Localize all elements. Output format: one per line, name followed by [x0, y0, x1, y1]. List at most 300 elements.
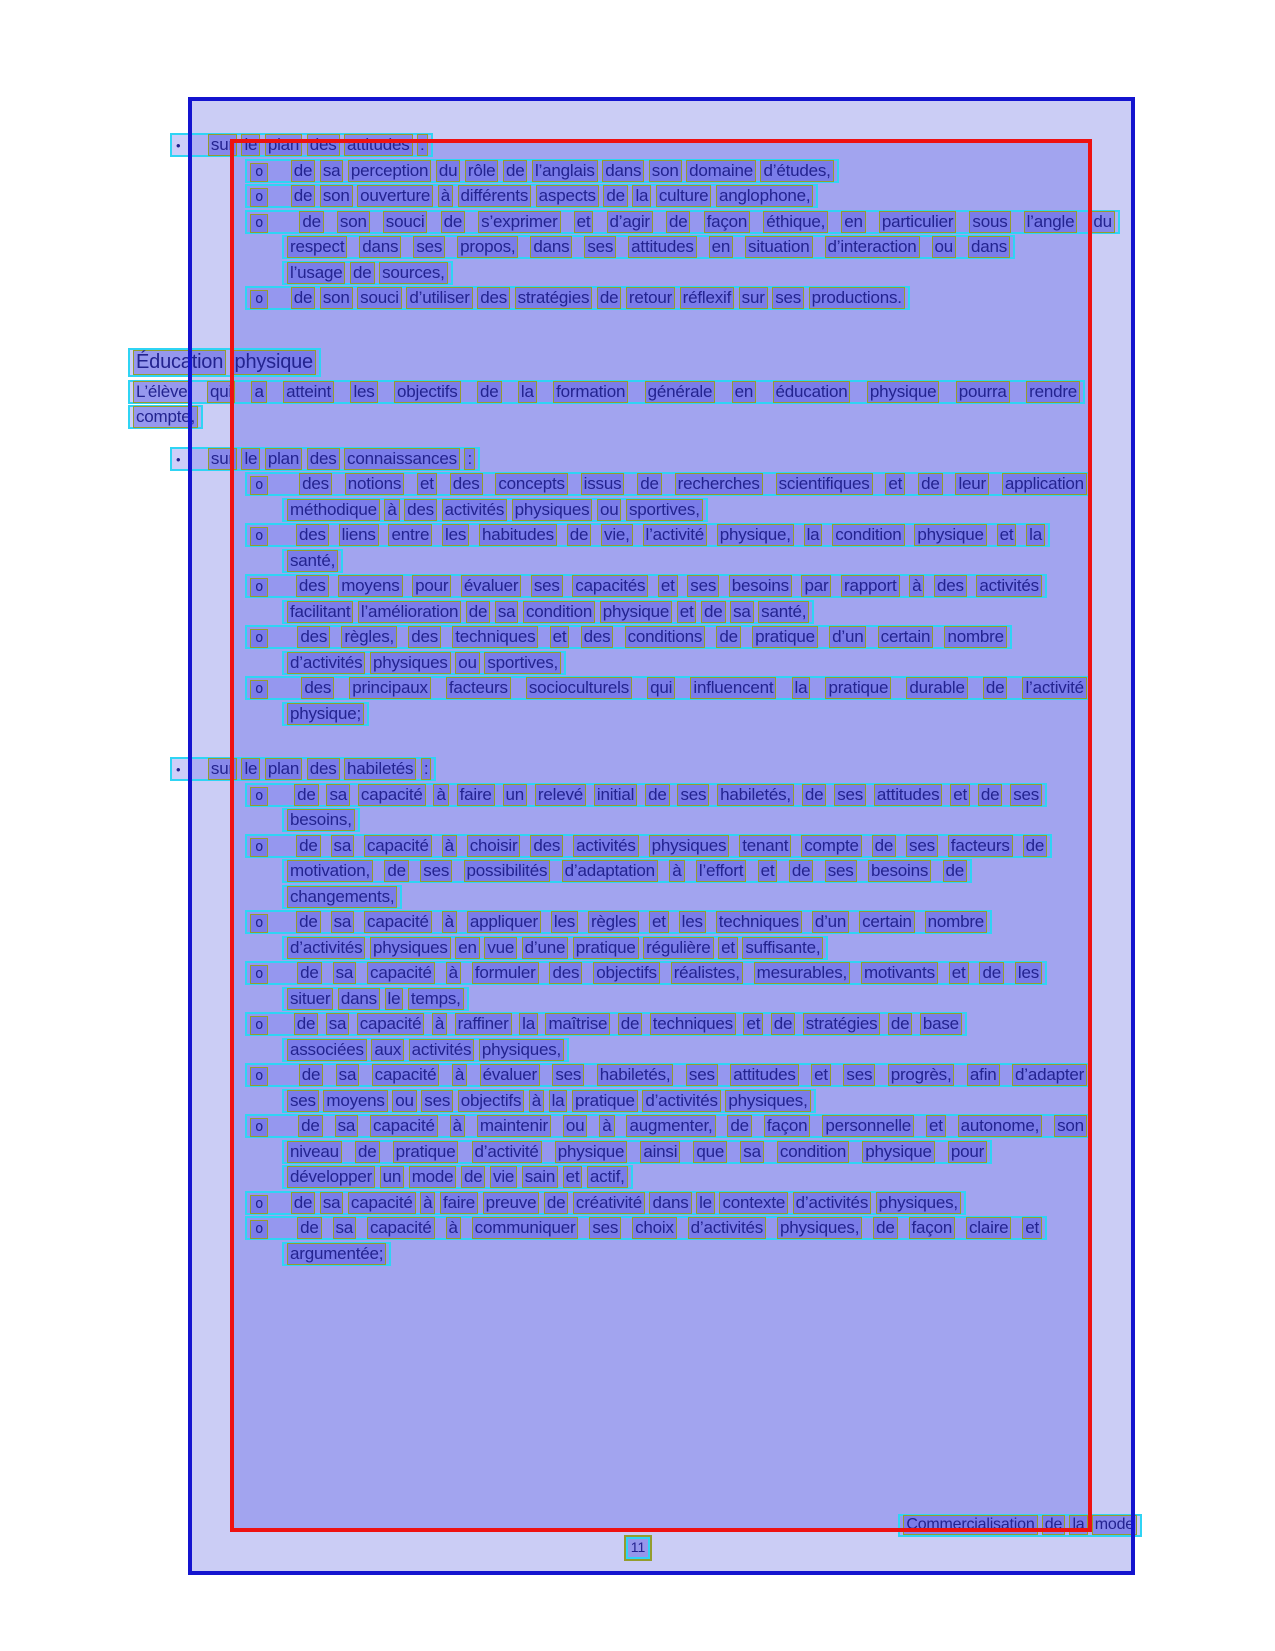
- word-box: besoins: [729, 575, 792, 597]
- word-box: de: [384, 860, 409, 882]
- word-box: associées: [287, 1039, 367, 1061]
- word-box: durable: [906, 677, 967, 699]
- word-box: évaluer: [461, 575, 521, 597]
- word-box: son: [320, 287, 353, 309]
- word-box: des: [408, 626, 441, 648]
- circle-bullet-icon: o: [250, 290, 268, 309]
- word-box: des: [301, 677, 334, 699]
- word-box: sportives,: [484, 652, 561, 674]
- line-annotation-box: [245, 1012, 967, 1036]
- word-box: pratique: [393, 1141, 459, 1163]
- word-box: sain: [522, 1166, 558, 1188]
- word-box: activités: [409, 1039, 475, 1061]
- line-annotation-box: [282, 885, 402, 909]
- word-box: en: [841, 211, 866, 233]
- word-box: d’activités: [688, 1217, 766, 1239]
- word-box: vie: [490, 1166, 517, 1188]
- word-box: de: [1042, 1515, 1065, 1535]
- word-box: à: [669, 860, 684, 882]
- word-box: de: [567, 524, 592, 546]
- word-box: un: [503, 784, 528, 806]
- word-box: des: [581, 626, 614, 648]
- word-box: par: [801, 575, 831, 597]
- word-box: habiletés,: [597, 1064, 674, 1086]
- line-annotation-box: [128, 380, 1085, 404]
- word-box: la: [519, 1013, 538, 1035]
- word-box: et: [658, 575, 678, 597]
- word-box: ses: [287, 1090, 319, 1112]
- text-line: [0, 210, 1275, 236]
- word-box: en: [455, 937, 480, 959]
- word-box: faire: [440, 1192, 478, 1214]
- word-box: souci: [357, 287, 402, 309]
- word-box: et: [718, 937, 738, 959]
- word-box: scientifiques: [776, 473, 873, 495]
- word-box: de: [1023, 835, 1048, 857]
- text-line: [0, 133, 1275, 159]
- text-line: [0, 1165, 1275, 1191]
- word-box: à: [446, 1217, 461, 1239]
- line-annotation-box: [282, 859, 972, 883]
- line-annotation-box: [245, 625, 1012, 649]
- word-box: règles: [588, 911, 639, 933]
- word-box: d’une: [522, 937, 569, 959]
- word-box: capacité: [358, 784, 426, 806]
- word-box: ou: [392, 1090, 417, 1112]
- word-box: de: [597, 287, 622, 309]
- word-box: d’activités: [642, 1090, 720, 1112]
- word-box: ses: [677, 784, 709, 806]
- line-annotation-box: [245, 783, 1047, 807]
- word-box: évaluer: [480, 1064, 540, 1086]
- word-box: de: [299, 1064, 324, 1086]
- word-box: facteurs: [446, 677, 511, 699]
- word-box: des: [404, 499, 437, 521]
- word-box: qui: [207, 381, 235, 403]
- word-box: un: [380, 1166, 405, 1188]
- line-annotation-box: [245, 676, 1092, 700]
- line-annotation-box: [170, 757, 436, 781]
- word-box: choix: [632, 1217, 677, 1239]
- word-box: capacité: [372, 1064, 440, 1086]
- circle-bullet-icon: o: [250, 1016, 268, 1035]
- word-box: rapport: [841, 575, 899, 597]
- word-box: ses: [589, 1217, 621, 1239]
- word-box: maintenir: [477, 1115, 551, 1137]
- text-line: [0, 936, 1275, 962]
- word-box: de: [872, 835, 897, 857]
- word-box: les: [551, 911, 578, 933]
- word-box: leur: [955, 473, 989, 495]
- word-box: ses: [686, 1064, 718, 1086]
- word-box: facteurs: [948, 835, 1013, 857]
- word-box: sa: [336, 1064, 360, 1086]
- word-box: des: [530, 835, 563, 857]
- word-box: pour: [948, 1141, 987, 1163]
- word-box: de: [771, 1013, 796, 1035]
- word-box: de: [296, 911, 321, 933]
- word-box: certain: [878, 626, 934, 648]
- word-box: le: [241, 758, 260, 780]
- word-box: physique: [600, 601, 672, 623]
- text-line: [0, 523, 1275, 549]
- word-box: des: [307, 758, 340, 780]
- text-line: [0, 1140, 1275, 1166]
- word-box: de: [291, 287, 316, 309]
- word-box: formuler: [472, 962, 539, 984]
- word-box: plan: [265, 134, 302, 156]
- word-box: facilitant: [287, 601, 353, 623]
- text-line: [0, 1216, 1275, 1242]
- word-box: son: [320, 185, 353, 207]
- text-line: [0, 447, 1275, 473]
- word-box: choisir: [467, 835, 521, 857]
- word-box: sa: [331, 911, 355, 933]
- word-box: le: [241, 448, 260, 470]
- word-box: s’exprimer: [478, 211, 560, 233]
- word-box: connaissances: [344, 448, 460, 470]
- text-line: [0, 651, 1275, 677]
- word-box: de: [637, 473, 662, 495]
- bullet-icon: •: [176, 762, 181, 777]
- word-box: attitudes: [344, 134, 412, 156]
- word-box: le: [696, 1192, 715, 1214]
- word-box: relevé: [535, 784, 586, 806]
- text-line: [0, 1242, 1275, 1268]
- word-box: l’usage: [287, 262, 345, 284]
- word-box: sous: [969, 211, 1010, 233]
- text-line: [0, 1063, 1275, 1089]
- word-box: de: [294, 784, 319, 806]
- word-box: l’amélioration: [358, 601, 461, 623]
- text-line: [0, 1191, 1275, 1217]
- word-box: en: [709, 236, 734, 258]
- text-line: [0, 574, 1275, 600]
- word-box: ses: [843, 1064, 875, 1086]
- word-box: ainsi: [640, 1141, 680, 1163]
- word-box: aspects: [536, 185, 599, 207]
- word-box: et: [563, 1166, 583, 1188]
- word-box: tenant: [739, 835, 791, 857]
- word-box: des: [477, 287, 510, 309]
- word-box: temps,: [408, 988, 464, 1010]
- text-line: [0, 961, 1275, 987]
- word-box: physiques: [512, 499, 593, 521]
- word-box: de: [355, 1141, 380, 1163]
- word-box: ou: [563, 1115, 588, 1137]
- word-box: base: [920, 1013, 962, 1035]
- circle-bullet-icon: o: [250, 1195, 268, 1214]
- word-box: activités: [976, 575, 1042, 597]
- word-box: du: [436, 160, 461, 182]
- word-box: réalistes,: [671, 962, 743, 984]
- word-box: que: [693, 1141, 727, 1163]
- word-box: habitudes: [479, 524, 557, 546]
- word-box: attitudes: [628, 236, 696, 258]
- word-box: des: [299, 473, 332, 495]
- text-line: [0, 783, 1275, 809]
- word-box: de: [918, 473, 943, 495]
- word-box: souci: [383, 211, 428, 233]
- word-box: qui: [647, 677, 675, 699]
- word-box: et: [1022, 1217, 1042, 1239]
- word-box: le: [385, 988, 404, 1010]
- word-box: sur: [208, 758, 237, 780]
- word-box: besoins: [868, 860, 931, 882]
- word-box: de: [297, 1217, 322, 1239]
- word-box: physiques,: [479, 1039, 564, 1061]
- line-annotation-box: [282, 498, 708, 522]
- circle-bullet-icon: o: [250, 1067, 268, 1086]
- word-box: raffiner: [455, 1013, 512, 1035]
- word-box: de: [350, 262, 375, 284]
- word-box: à: [432, 1013, 447, 1035]
- word-box: sources,: [379, 262, 448, 284]
- line-annotation-box: [245, 574, 1047, 598]
- line-annotation-box: [170, 447, 480, 471]
- word-box: respect: [287, 236, 347, 258]
- word-box: objectifs: [458, 1090, 525, 1112]
- circle-bullet-icon: o: [250, 787, 268, 806]
- word-box: motivation,: [287, 860, 373, 882]
- word-box: ses: [584, 236, 616, 258]
- word-box: du: [1090, 211, 1115, 233]
- word-box: capacité: [357, 1013, 425, 1035]
- circle-bullet-icon: o: [250, 680, 268, 699]
- word-box: dans: [602, 160, 644, 182]
- word-box: physique: [862, 1141, 934, 1163]
- word-box: pour: [412, 575, 451, 597]
- word-box: la: [1069, 1515, 1087, 1535]
- word-box: de: [544, 1192, 569, 1214]
- word-box: et: [574, 211, 594, 233]
- text-line: [0, 380, 1275, 406]
- word-box: mesurables,: [754, 962, 850, 984]
- word-box: et: [417, 473, 437, 495]
- word-box: conditions: [625, 626, 706, 648]
- word-box: sportives,: [626, 499, 703, 521]
- word-box: issus: [581, 473, 625, 495]
- word-box: régulière: [643, 937, 713, 959]
- word-box: preuve: [483, 1192, 540, 1214]
- word-box: d’un: [812, 911, 849, 933]
- word-box: :: [464, 448, 475, 470]
- word-box: objectifs: [394, 381, 461, 403]
- word-box: propos,: [457, 236, 518, 258]
- word-box: physiques,: [876, 1192, 961, 1214]
- word-box: l’effort: [696, 860, 746, 882]
- word-box: l’anglais: [532, 160, 598, 182]
- word-box: ses: [687, 575, 719, 597]
- word-box: afin: [967, 1064, 1000, 1086]
- word-box: et: [758, 860, 778, 882]
- word-box: des: [307, 448, 340, 470]
- word-box: l’activité: [1022, 677, 1086, 699]
- word-box: de: [298, 1115, 323, 1137]
- word-box: physiques: [649, 835, 730, 857]
- line-annotation-box: [898, 1514, 1142, 1537]
- word-box: réflexif: [680, 287, 734, 309]
- word-box: son: [1054, 1115, 1087, 1137]
- word-box: d’activités: [287, 652, 365, 674]
- word-box: changements,: [287, 886, 397, 908]
- text-line: [0, 859, 1275, 885]
- word-box: culture: [656, 185, 712, 207]
- word-box: les: [442, 524, 469, 546]
- line-annotation-box: [170, 133, 433, 157]
- word-box: sa: [335, 1115, 359, 1137]
- word-box: dans: [338, 988, 380, 1010]
- text-line: [0, 910, 1275, 936]
- word-box: règles,: [341, 626, 397, 648]
- word-box: capacités: [572, 575, 648, 597]
- word-box: physique: [914, 524, 986, 546]
- line-annotation-box: [245, 210, 1120, 234]
- word-box: la: [518, 381, 537, 403]
- word-box: de: [873, 1217, 898, 1239]
- circle-bullet-icon: o: [250, 1118, 268, 1137]
- word-box: de: [296, 835, 321, 857]
- word-box: à: [420, 1192, 435, 1214]
- word-box: physiques,: [777, 1217, 862, 1239]
- word-box: retour: [626, 287, 675, 309]
- word-box: autonome,: [958, 1115, 1043, 1137]
- line-annotation-box: [245, 184, 818, 208]
- word-box: sur: [208, 134, 237, 156]
- circle-bullet-icon: o: [250, 914, 268, 933]
- word-box: de: [789, 860, 814, 882]
- word-box: capacité: [367, 1217, 435, 1239]
- line-annotation-box: [282, 1165, 633, 1189]
- line-annotation-box: [282, 987, 469, 1011]
- word-box: habiletés,: [717, 784, 794, 806]
- word-box: de: [618, 1013, 643, 1035]
- word-box: perception: [348, 160, 431, 182]
- circle-bullet-icon: o: [250, 476, 268, 495]
- circle-bullet-icon: o: [250, 578, 268, 597]
- word-box: d’adapter: [1012, 1064, 1087, 1086]
- circle-bullet-icon: o: [250, 188, 268, 207]
- word-box: créativité: [573, 1192, 645, 1214]
- footer-annotation: [898, 1514, 1142, 1537]
- word-box: situer: [287, 988, 333, 1010]
- word-box: :: [421, 758, 432, 780]
- word-box: moyens: [323, 1090, 387, 1112]
- text-line: [0, 757, 1275, 783]
- word-box: d’activité: [472, 1141, 542, 1163]
- word-box: pratique: [573, 937, 639, 959]
- word-box: le: [241, 134, 260, 156]
- word-box: les: [679, 911, 706, 933]
- word-box: et: [885, 473, 905, 495]
- word-box: façon: [704, 211, 751, 233]
- word-box: de: [466, 601, 491, 623]
- word-box: générale: [645, 381, 716, 403]
- text-line: [0, 702, 1275, 728]
- word-box: de: [441, 211, 466, 233]
- word-box: dans: [530, 236, 572, 258]
- word-box: les: [350, 381, 377, 403]
- word-box: sur: [739, 287, 768, 309]
- word-box: ses: [413, 236, 445, 258]
- word-box: contexte: [719, 1192, 788, 1214]
- word-box: claire: [966, 1217, 1011, 1239]
- word-box: concepts: [495, 473, 567, 495]
- word-box: de: [802, 784, 827, 806]
- text-line: [0, 885, 1275, 911]
- word-box: de: [645, 784, 670, 806]
- line-annotation-box: [245, 472, 1092, 496]
- word-box: ou: [932, 236, 957, 258]
- word-box: formation: [553, 381, 628, 403]
- word-box: ses: [906, 835, 938, 857]
- word-box: atteint: [283, 381, 334, 403]
- text-line: [0, 1089, 1275, 1115]
- word-box: nombre: [944, 626, 1006, 648]
- line-annotation-box: [245, 1191, 966, 1215]
- word-box: sa: [331, 835, 355, 857]
- word-box: personnelle: [822, 1115, 914, 1137]
- word-box: à: [452, 1064, 467, 1086]
- bullet-icon: •: [176, 451, 181, 467]
- document-content: [0, 133, 1275, 1267]
- word-box: principaux: [349, 677, 431, 699]
- word-box: maîtrise: [545, 1013, 610, 1035]
- word-box: de: [291, 1192, 316, 1214]
- word-box: ou: [455, 652, 480, 674]
- line-annotation-box: [282, 1038, 569, 1062]
- word-box: d’utiliser: [406, 287, 472, 309]
- word-box: à: [442, 911, 457, 933]
- word-box: mode: [409, 1166, 457, 1188]
- circle-bullet-icon: o: [250, 1220, 268, 1239]
- word-box: d’agir: [607, 211, 653, 233]
- text-line: [0, 235, 1275, 261]
- circle-bullet-icon: o: [250, 838, 268, 857]
- word-box: santé,: [758, 601, 809, 623]
- word-box: condition: [832, 524, 904, 546]
- word-box: à: [384, 499, 399, 521]
- line-annotation-box: [282, 1089, 816, 1113]
- word-box: initial: [594, 784, 637, 806]
- word-box: différents: [458, 185, 532, 207]
- circle-bullet-icon: o: [250, 214, 268, 233]
- word-box: ouverture: [357, 185, 433, 207]
- word-box: ses: [531, 575, 563, 597]
- word-box: de: [716, 626, 741, 648]
- word-box: application: [1002, 473, 1087, 495]
- word-box: la: [632, 185, 651, 207]
- line-annotation-box: [282, 702, 369, 726]
- word-box: activités: [573, 835, 639, 857]
- word-box: moyens: [338, 575, 402, 597]
- word-box: de: [888, 1013, 913, 1035]
- text-line: [0, 1038, 1275, 1064]
- word-box: l’angle: [1024, 211, 1078, 233]
- word-box: techniques: [452, 626, 538, 648]
- line-annotation-box: [282, 808, 360, 832]
- word-box: de: [701, 601, 726, 623]
- word-box: capacité: [370, 1115, 438, 1137]
- word-box: l’activité: [643, 524, 707, 546]
- word-box: rendre: [1026, 381, 1080, 403]
- line-annotation-box: [245, 523, 1050, 547]
- word-box: condition: [777, 1141, 849, 1163]
- line-annotation-box: [282, 549, 343, 573]
- word-box: sa: [320, 1192, 344, 1214]
- word-box: stratégies: [515, 287, 593, 309]
- word-box: physique: [867, 381, 939, 403]
